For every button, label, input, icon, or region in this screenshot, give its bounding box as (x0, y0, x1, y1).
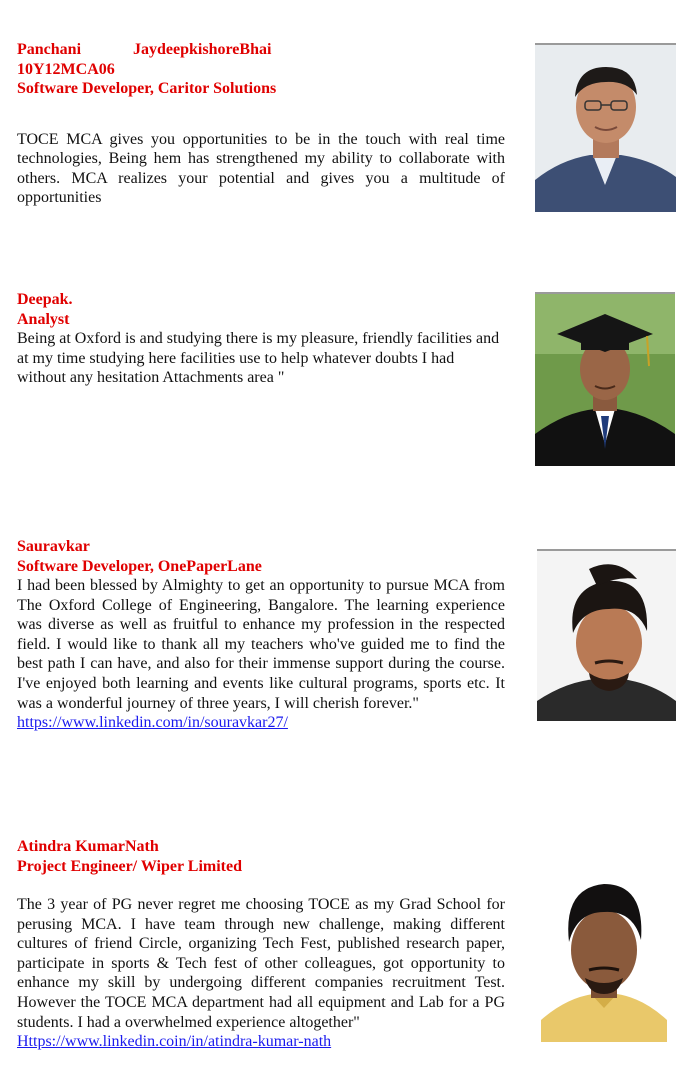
portrait-photo (537, 549, 676, 721)
alumni-name: Atindra KumarNath (17, 838, 159, 855)
alumni-role: Analyst (17, 310, 70, 328)
alumni-name (17, 40, 505, 60)
portrait-photo (541, 870, 667, 1042)
alumni-role: Software Developer, OnePaperLane (17, 557, 262, 575)
alumni-role: Software Developer, Caritor Solutions (17, 80, 277, 97)
linkedin-link[interactable]: Https://www.linkedin.coin/in/atindra-kumar-nath (17, 1033, 332, 1051)
portrait-photo (535, 43, 676, 212)
testimonial-text: Being at Oxford is and studying there is my pleasure, friendly facilities and at my time studying here facilities use to help whatever doubts I had without any hesitation Attachments area " (17, 330, 500, 387)
testimonial-1 (17, 40, 505, 208)
alumni-name: Deepak. (17, 291, 73, 308)
name-first: Panchani (17, 41, 82, 58)
testimonial-3 (17, 537, 505, 733)
alumni-id: 10Y12MCA06 (17, 60, 115, 78)
alumni-role: Project Engineer/ Wiper Limited (17, 857, 243, 875)
linkedin-link[interactable]: https://www.linkedin.com/in/souravkar27/ (17, 714, 288, 732)
testimonial-text: TOCE MCA gives you opportunities to be in the touch with real time technologies, Being hem has strengthened my ability to collaborate with others. MCA realizes your potential and gives you a multitude of opportunities (17, 130, 505, 207)
name-last: JaydeepkishoreBhai (133, 41, 272, 58)
testimonial-2 (17, 290, 505, 388)
testimonial-text: The 3 year of PG never regret me choosing TOCE as my Grad School for perusing MCA. I have team through new challenge, making different cultures of friend Circle, organizing Tech Fest, published research paper, participate in sports & Tech fest of other colleagues, got opportunity to enhance my skill by undergoing different companies recruitment Test. However the TOCE MCA department had all equipment and Lab for a PG students. I had a overwhelmed experience altogether" (17, 896, 505, 1031)
alumni-name: Sauravkar (17, 538, 90, 555)
graduation-portrait-photo (535, 292, 675, 466)
testimonial-text: I had been blessed by Almighty to get an opportunity to pursue MCA from The Oxford College of Engineering, Bangalore. The learning experience was diverse as well as fruitful to enhance my profession in the respected field. I would like to thank all my teachers who've guided me to find the best path I can have, and also for their immense support during the course. I've enjoyed both learning and events like cultural programs, sports etc. It was a wonderful journey of three years, I will cherish forever." (17, 577, 505, 712)
testimonial-4 (17, 837, 505, 1052)
